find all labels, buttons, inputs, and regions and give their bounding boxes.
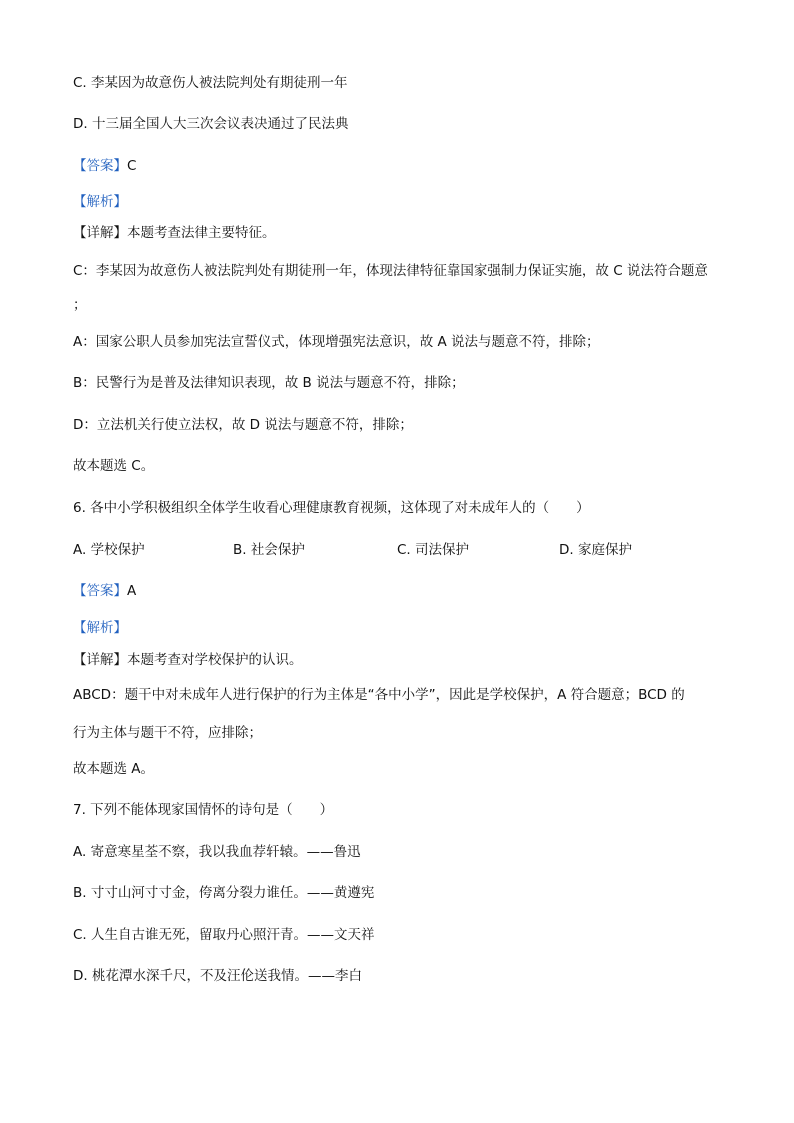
- q7-option-d: D. 桃花潭水深千尺，不及汪伦送我情。——李白: [73, 968, 362, 984]
- q5-explain-b: B：民警行为是普及法律知识表现，故 B 说法与题意不符，排除；: [73, 375, 465, 391]
- q5-conclusion: 故本题选 C。: [73, 458, 155, 474]
- detail-label: 【详解】: [73, 225, 127, 241]
- q6-explain-2: 行为主体与题干不符，应排除；: [73, 725, 262, 741]
- q6-stem: 6. 各中小学积极组织全体学生收看心理健康教育视频，这体现了对未成年人的（ ）: [73, 500, 590, 516]
- answer-label: 【答案】: [73, 583, 127, 599]
- q5-detail: [73, 224, 276, 242]
- q5-option-d: D. 十三届全国人大三次会议表决通过了民法典: [73, 116, 349, 132]
- q7-option-c: C. 人生自古谁无死，留取丹心照汗青。——文天祥: [73, 927, 375, 943]
- q5-explain-a: A：国家公职人员参加宪法宣誓仪式，体现增强宪法意识，故 A 说法与题意不符，排除；: [73, 334, 600, 350]
- q5-explain-c: C：李某因为故意伤人被法院判处有期徒刑一年，体现法律特征靠国家强制力保证实施，故 C 说法符合题意: [73, 263, 708, 279]
- q6-answer: [73, 582, 136, 600]
- answer-value: A: [127, 583, 137, 599]
- detail-text: 本题考查法律主要特征。: [127, 225, 276, 241]
- answer-label: 【答案】: [73, 158, 127, 174]
- q6-option-d: D. 家庭保护: [559, 542, 632, 558]
- q7-option-a: A. 寄意寒星荃不察，我以我血荐轩辕。——鲁迅: [73, 844, 361, 860]
- q5-option-c: C. 李某因为故意伤人被法院判处有期徒刑一年: [73, 75, 348, 91]
- q6-analysis-label: 【解析】: [73, 620, 127, 636]
- answer-value: C: [127, 158, 137, 174]
- q7-option-b: B. 寸寸山河寸寸金，侉离分裂力谁任。——黄遵宪: [73, 885, 375, 901]
- q6-conclusion: 故本题选 A。: [73, 761, 155, 777]
- q5-explain-c-cont: ；: [73, 297, 87, 313]
- q6-explain-1: ABCD：题干中对未成年人进行保护的行为主体是“各中小学”，因此是学校保护，A 符合题意；BCD 的: [73, 687, 685, 703]
- q6-option-a: A. 学校保护: [73, 542, 145, 558]
- q7-stem: 7. 下列不能体现家国情怀的诗句是（ ）: [73, 802, 334, 818]
- q5-answer: [73, 157, 136, 175]
- q5-analysis-label: 【解析】: [73, 194, 127, 210]
- detail-text: 本题考查对学校保护的认识。: [127, 652, 303, 668]
- detail-label: 【详解】: [73, 652, 127, 668]
- q5-explain-d: D：立法机关行使立法权，故 D 说法与题意不符，排除；: [73, 417, 413, 433]
- q6-option-c: C. 司法保护: [397, 542, 470, 558]
- q6-detail: [73, 651, 303, 669]
- q6-option-b: B. 社会保护: [233, 542, 305, 558]
